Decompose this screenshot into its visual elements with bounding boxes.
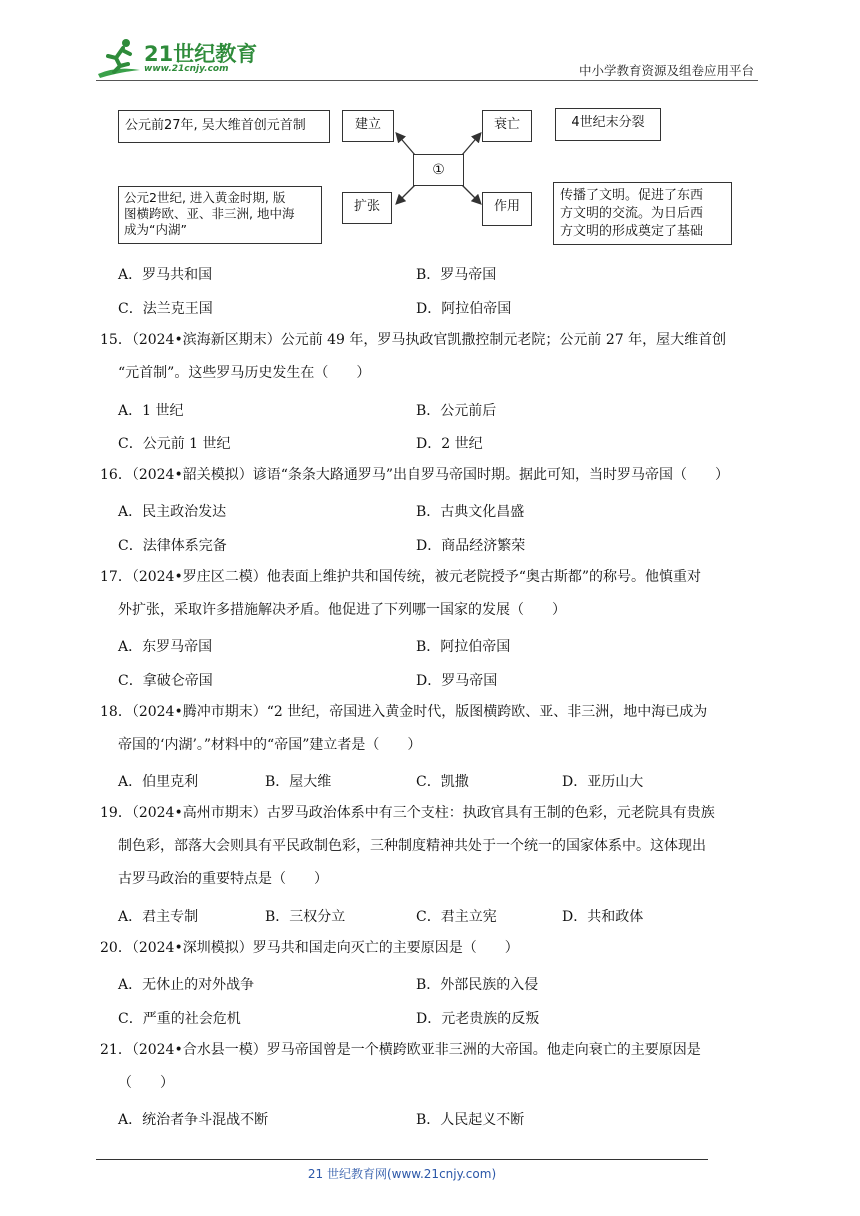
question-text-line: 21．（2024•合水县一模）罗马帝国曾是一个横跨欧亚非三洲的大帝国。他走向衰亡的主要原因是 [100, 1042, 701, 1058]
q17-option-b[interactable]: B．阿拉伯帝国 [416, 639, 511, 655]
question-text-line: 20．（2024•深圳模拟）罗马共和国走向灭亡的主要原因是（ ） [100, 940, 519, 956]
box-role [482, 192, 532, 226]
q17-option-d[interactable]: D．罗马帝国 [416, 673, 498, 689]
q17-option-a[interactable]: A．东罗马帝国 [118, 639, 213, 655]
question-text-line: 古罗马政治的重要特点是（ ） [118, 871, 328, 887]
q20-option-c[interactable]: C．严重的社会危机 [118, 1011, 241, 1027]
question-15 [100, 324, 764, 390]
q14-option-d[interactable]: D．阿拉伯帝国 [416, 301, 512, 317]
q16-option-a[interactable]: A．民主政治发达 [118, 504, 227, 520]
box-expand [342, 192, 392, 224]
q19-option-c[interactable]: C．君主立宪 [416, 909, 497, 925]
logo-text: 21世纪教育 [144, 42, 258, 66]
q17-option-c[interactable]: C．拿破仑帝国 [118, 673, 213, 689]
box-center-blank [413, 154, 464, 186]
significance-line-1: 传播了文明。促进了东西 [560, 188, 704, 203]
box-found [342, 110, 394, 142]
question-16 [100, 459, 764, 492]
question-text-line: 16．（2024•韶关模拟）谚语“条条大路通罗马”出自罗马帝国时期。据此可知，当时罗马帝国（ ） [100, 467, 730, 483]
question-text-line: 19．（2024•高州市期末）古罗马政治体系中有三个支柱：执政官具有王制的色彩，元老院具有贵族 [100, 805, 715, 821]
q14-option-b[interactable]: B．罗马帝国 [416, 267, 497, 283]
significance-line-2: 方文明的交流。为日后西 [560, 206, 704, 221]
q19-option-b[interactable]: B．三权分立 [265, 909, 346, 925]
golden-age-line-2: 图横跨欧、亚、非三洲, 地中海 [124, 206, 295, 221]
box-decline [482, 110, 532, 142]
question-17 [100, 561, 764, 627]
box-expand-text: 扩张 [353, 199, 380, 214]
q14-option-a[interactable]: A．罗马共和国 [118, 267, 213, 283]
question-text-line: 17．（2024•罗庄区二模）他表面上维护共和国传统，被元老院授予“奥古斯都”的称号。他慎重对 [100, 569, 702, 585]
question-text-line: 帝国的‘内湖’。”材料中的“帝国”建立者是（ ） [118, 737, 422, 753]
golden-age-line-1: 公元2世纪, 进入黄金时期, 版 [124, 190, 286, 205]
rome-empire-diagram [0, 0, 860, 260]
q18-option-d[interactable]: D．亚历山大 [562, 774, 644, 790]
q20-option-a[interactable]: A．无休止的对外战争 [118, 977, 255, 993]
question-20 [100, 932, 764, 965]
q20-option-b[interactable]: B．外部民族的入侵 [416, 977, 539, 993]
box-significance [553, 182, 732, 245]
logo-url: www.21cnjy.com [144, 64, 229, 74]
question-18 [100, 696, 764, 762]
q16-option-d[interactable]: D．商品经济繁荣 [416, 538, 526, 554]
q16-option-b[interactable]: B．古典文化昌盛 [416, 504, 525, 520]
footer-link[interactable]: 21 世纪教育网(www.21cnjy.com) [307, 1167, 497, 1181]
platform-name: 中小学教育资源及组卷应用平台 [578, 63, 754, 78]
q20-option-d[interactable]: D．元老贵族的反叛 [416, 1011, 540, 1027]
q19-option-a[interactable]: A．君主专制 [118, 909, 199, 925]
question-text-line: “元首制”。这些罗马历史发生在（ ） [118, 365, 371, 381]
box-found-text: 建立 [354, 117, 381, 132]
q18-option-c[interactable]: C．凯撒 [416, 774, 469, 790]
box-split [555, 108, 661, 141]
question-19 [100, 797, 764, 896]
q19-option-d[interactable]: D．共和政体 [562, 909, 644, 925]
q18-option-b[interactable]: B．屋大维 [265, 774, 332, 790]
box-octavian [118, 110, 330, 143]
box-split-text: 4世纪末分裂 [571, 115, 645, 130]
significance-line-3: 方文明的形成奠定了基础 [560, 224, 704, 239]
q14-option-c[interactable]: C．法兰克王国 [118, 301, 213, 317]
q16-option-c[interactable]: C．法律体系完备 [118, 538, 227, 554]
q15-option-d[interactable]: D．2 世纪 [416, 436, 483, 452]
golden-age-line-3: 成为“内湖” [124, 222, 187, 237]
q15-option-c[interactable]: C．公元前 1 世纪 [118, 436, 231, 452]
footer-divider [96, 1159, 708, 1160]
question-text-line: 18．（2024•腾冲市期末）“2 世纪，帝国进入黄金时代，版图横跨欧、亚、非三洲，地中海已成为 [100, 704, 708, 720]
q15-option-b[interactable]: B．公元前后 [416, 403, 497, 419]
question-text-line: 15．（2024•滨海新区期末）公元前 49 年，罗马执政官凯撒控制元老院；公元前 27 年，屋大维首创 [100, 332, 727, 348]
box-octavian-text: 公元前27年, 吴大维首创元首制 [125, 118, 306, 133]
question-text-line: （ ） [118, 1075, 174, 1091]
q21-option-b[interactable]: B．人民起义不断 [416, 1112, 525, 1128]
question-text-line: 外扩张，采取许多措施解决矛盾。他促进了下列哪一国家的发展（ ） [118, 602, 566, 618]
blank-marker: ① [432, 162, 445, 178]
q21-option-a[interactable]: A．统治者争斗混战不断 [118, 1112, 269, 1128]
box-role-text: 作用 [493, 199, 520, 214]
q18-option-a[interactable]: A．伯里克利 [118, 774, 199, 790]
question-21 [100, 1034, 764, 1100]
question-text-line: 制色彩，部落大会则具有平民政制色彩，三种制度精神共处于一个统一的国家体系中。这体现出 [118, 838, 706, 854]
box-decline-text: 衰亡 [493, 117, 520, 132]
box-golden-age [118, 186, 322, 244]
q15-option-a[interactable]: A．1 世纪 [118, 403, 184, 419]
